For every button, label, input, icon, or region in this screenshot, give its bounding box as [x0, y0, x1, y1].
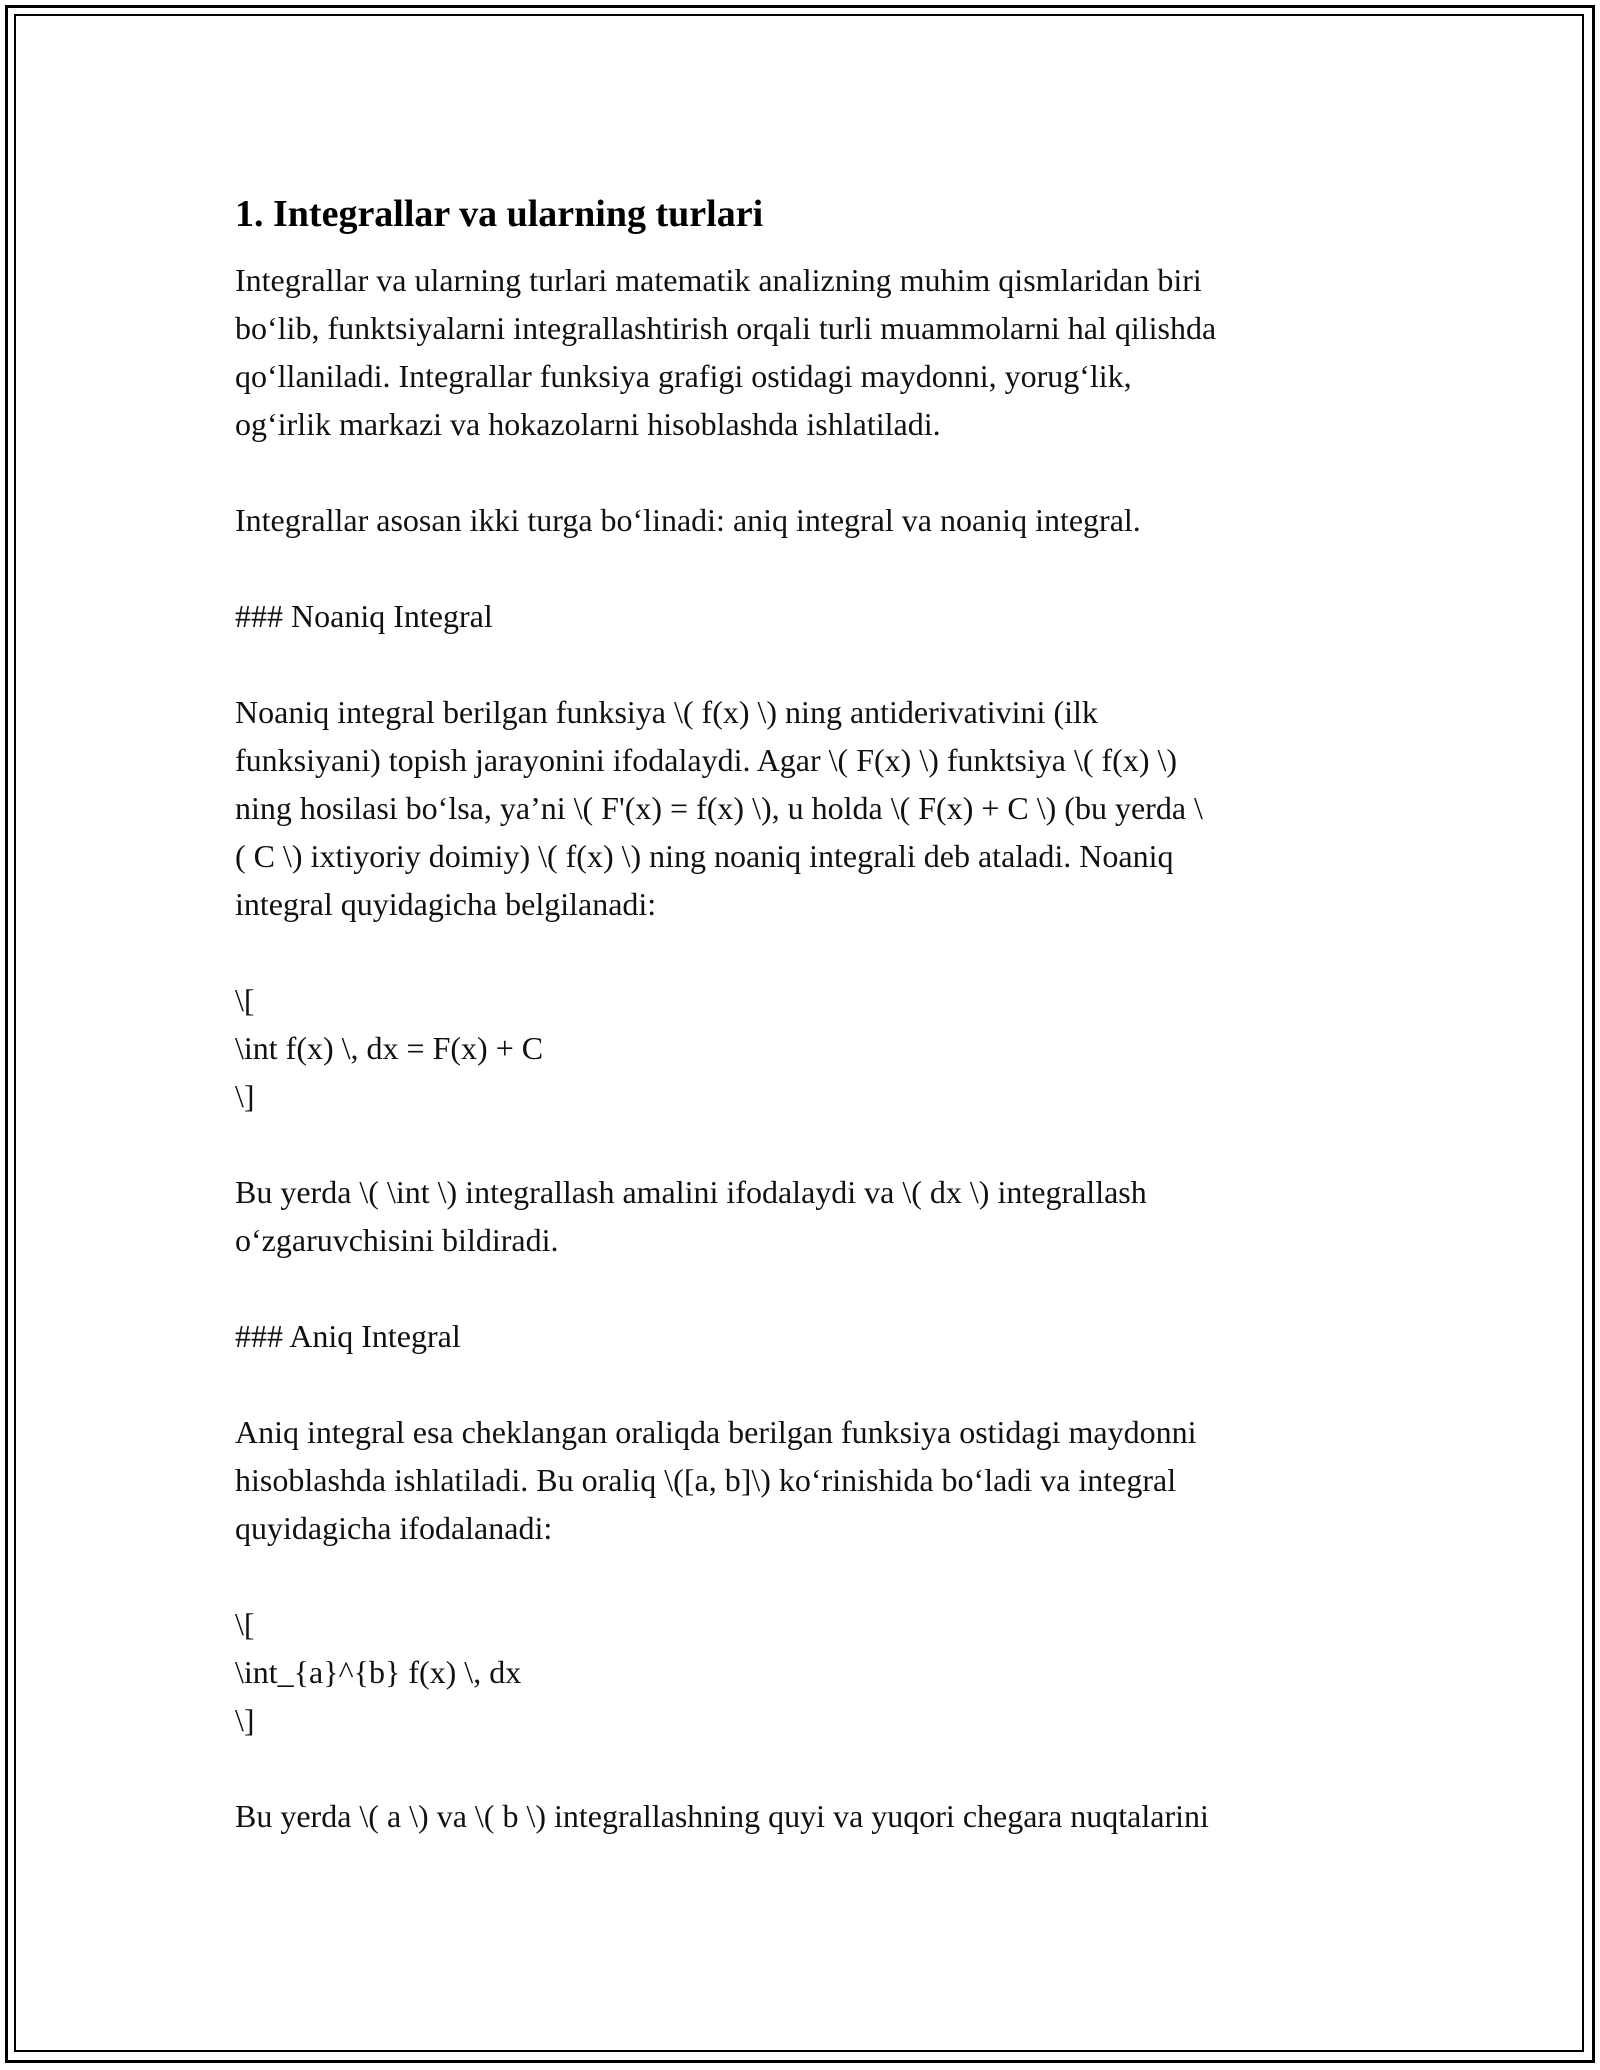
- paragraph-gap: [235, 448, 1375, 496]
- section-heading-noaniq: ### Noaniq Integral: [235, 598, 493, 634]
- notation-paragraph: Bu yerda \( \int \) integrallash amalini ifodalaydi va \( dx \) integrallash o‘zgaruvchisini bildiradi.: [235, 1174, 1147, 1258]
- document-title: 1. Integrallar va ularning turlari: [235, 193, 764, 235]
- bounds-paragraph: Bu yerda \( a \) va \( b \) integrallashning quyi va yuqori chegara nuqtalarini: [235, 1798, 1209, 1834]
- noaniq-paragraph: Noaniq integral berilgan funksiya \( f(x) \) ning antiderivativini (ilk funksiyani) topish jarayonini ifodalaydi. Agar \( F(x) \) funktsiya \( f(x) \) ning hosilasi bo‘lsa, ya’ni \( F'(x) = f(x) \), u holda \( F(x) + C \) (bu yerda \ ( C \) ixtiyoriy doimiy) \( f(x) \) ning noaniq integrali deb ataladi. Noaniq integral quyidagicha belgilanadi:: [235, 694, 1203, 922]
- document-body: [235, 188, 1375, 1840]
- paragraph-gap: [235, 1120, 1375, 1168]
- aniq-paragraph: Aniq integral esa cheklangan oraliqda berilgan funksiya ostidagi maydonni hisoblashda ishlatiladi. Bu oraliq \([a, b]\) ko‘rinishida bo‘ladi va integral quyidagicha ifodalanadi:: [235, 1414, 1197, 1546]
- paragraph-gap: [235, 928, 1375, 976]
- formula-indefinite: \[ \int f(x) \, dx = F(x) + C \]: [235, 982, 544, 1114]
- paragraph-gap: [235, 544, 1375, 592]
- paragraph-gap: [235, 1264, 1375, 1312]
- paragraph-gap: [235, 1360, 1375, 1408]
- paragraph-gap: [235, 1744, 1375, 1792]
- section-heading-aniq: ### Aniq Integral: [235, 1318, 461, 1354]
- types-paragraph: Integrallar asosan ikki turga bo‘linadi: aniq integral va noaniq integral.: [235, 502, 1141, 538]
- paragraph-gap: [235, 1552, 1375, 1600]
- formula-definite: \[ \int_{a}^{b} f(x) \, dx \]: [235, 1606, 522, 1738]
- paragraph-gap: [235, 640, 1375, 688]
- intro-paragraph: Integrallar va ularning turlari matematik analizning muhim qismlaridan biri bo‘lib, funktsiyalarni integrallashtirish orqali turli muammolarni hal qilishda qo‘llaniladi. Integrallar funksiya grafigi ostidagi maydonni, yorug‘lik, og‘irlik markazi va hokazolarni hisoblashda ishlatiladi.: [235, 262, 1217, 442]
